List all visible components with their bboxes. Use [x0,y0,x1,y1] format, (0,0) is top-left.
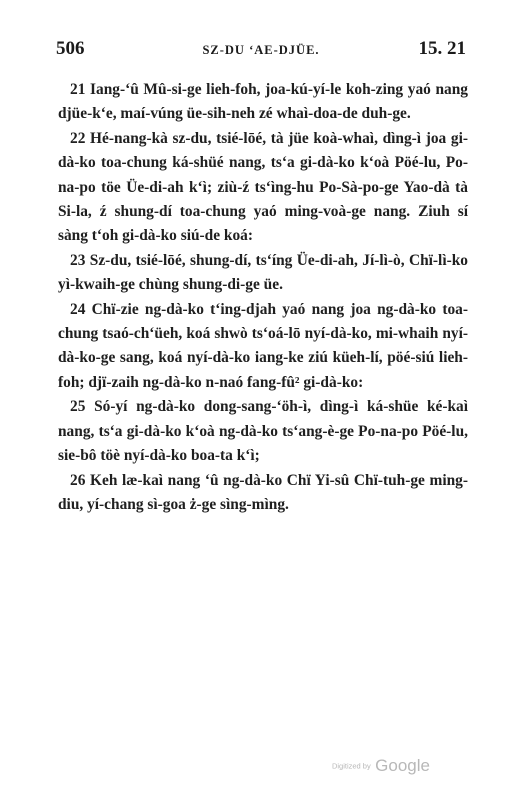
watermark-brand: Google [375,756,430,775]
verse-22: 22 Hé-nang-kà sz-du, tsié-lōé, tà jüe koà-whaì, dìng-ì joa gi-dà-ko toa-chung ká-shüé nang, tsʻa gi-dà-ko kʻoà Pöé-lu, Po-na-po töe Üe-di-ah kʻì; ziù-ź tsʻìng-hu Po-Sà-po-ge Yao-dà tà Si-la, ź shung-dí toa-chung yaó ming-voà-ge nang. Ziuh sí sàng tʻoh gi-dà-ko siú-de koá: [58,129,468,245]
verse-24: 24 Chï-zie ng-dà-ko tʻing-djah yaó nang joa ng-dà-ko toa-chung tsaó-chʻüeh, koá shwò tsʻoá-lō nyí-dà-ko, mi-whaih nyí-dà-ko-ge sang, koá nyí-dà-ko iang-ke ziú küeh-lí, pöé-siú lieh-foh; djï-zaih ng-dà-ko n-naó fang-fû² gi-dà-ko: [58,300,468,391]
verse-25: 25 Só-yí ng-dà-ko dong-sang-ʻöh-ì, dìng-ì ká-shüe ké-kaì nang, tsʻa gi-dà-ko kʻoà ng-dà-ko tsʻang-è-ge Po-na-po Pöé-lu, sie-bô töè nyí-dà-ko boa-ta kʻì; [58,398,468,465]
verse-21: 21 Iang-ʻû Mû-si-ge lieh-foh, joa-kú-yí-le koh-zing yaó nang djüe-kʻe, maí-vúng üe-sih-neh zé whaì-doa-de duh-ge. [58,81,468,123]
verse-26: 26 Keh læ-kaì nang ʻû ng-dà-ko Chï Yi-sû Chï-tuh-ge ming-diu, yí-chang sì-goa ż-ge sìng-mìng. [58,471,468,513]
digitization-watermark [332,756,430,776]
page-header [56,38,466,64]
verse-text-block [58,78,468,517]
chapter-verse-reference: 15. 21 [418,38,466,59]
watermark-digitized-by: Digitized by [331,761,371,771]
running-title: SZ-DU ʻAE-DJÜE. [202,43,320,57]
page-number: 506 [56,38,85,59]
verse-23: 23 Sz-du, tsié-lōé, shung-dí, tsʻíng Üe-di-ah, Jí-lì-ò, Chï-lì-ko yì-kwaih-ge chùng shung-di-ge üe. [58,251,468,294]
